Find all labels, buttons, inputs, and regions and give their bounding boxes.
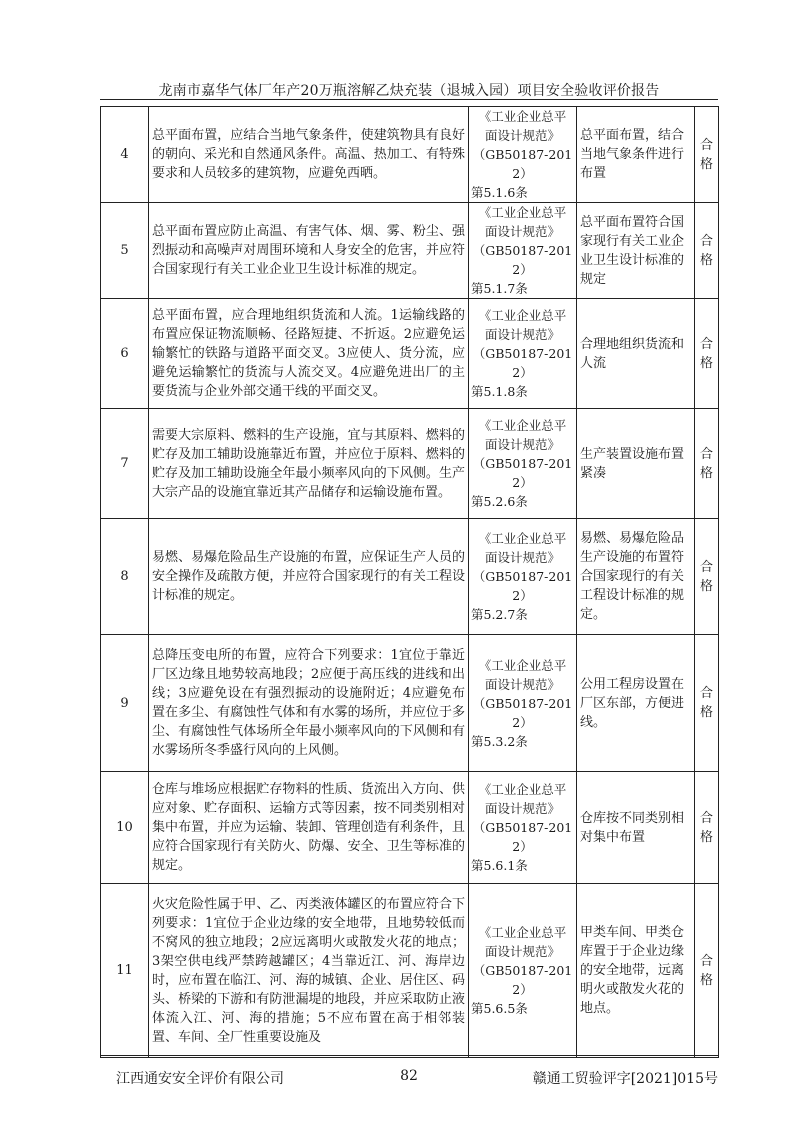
- basis-article: 第5.1.6条: [471, 185, 528, 200]
- basis-name1: 《工业企业总平: [478, 418, 567, 433]
- table-row: [101, 635, 719, 772]
- row-number: 4: [101, 107, 149, 203]
- requirement-text: 需要大宗原料、燃料的生产设施，宜与其原料、燃料的贮存及加工辅助设施靠近布置，并应位于原料、燃料的贮存及加工辅助设施全年最小频率风向的下风侧。生产大宗产品的设施宜靠近其产品储存和运输设施布置。: [149, 409, 469, 519]
- requirement-text: 总平面布置，应结合当地气象条件，使建筑物具有良好的朝向、采光和自然通风条件。高温、热加工、有特殊要求和人员较多的建筑物，应避免西晒。: [149, 107, 469, 203]
- basis-reference: [469, 635, 577, 772]
- report-number: 赣通工贸验评字[2021]015号: [532, 1071, 718, 1087]
- basis-code: （GB50187-2012）: [472, 456, 573, 490]
- result-cell: 合格: [695, 203, 719, 299]
- requirement-text: 火灾危险性属于甲、乙、丙类液体罐区的布置应符合下列要求：1宜位于企业边缘的安全地带，且地势较低而不窝风的独立地段；2应远离明火或散发火花的地点；3架空供电线严禁跨越罐区；4当靠近江、河、海岸边时，应布置在临江、河、海的城镇、企业、居住区、码头、桥梁的下游和有防泄漏堤的地段，并应采取防止液体流入江、河、海的措施；5不应布置在高于相邻装置、车间、全厂性重要设施及: [149, 884, 469, 1058]
- basis-code: （GB50187-2012）: [472, 147, 573, 181]
- actual-situation: 甲类车间、甲类仓库置于于企业边缘的安全地带，远离明火或散发火花的地点。: [577, 884, 695, 1058]
- basis-code: （GB50187-2012）: [472, 963, 573, 997]
- result-cell: 合格: [695, 299, 719, 409]
- result-cell: 合格: [695, 107, 719, 203]
- evaluation-table: [100, 106, 719, 1058]
- footer-divider: [100, 1055, 718, 1056]
- table-body: [101, 107, 719, 1058]
- basis-reference: [469, 203, 577, 299]
- basis-reference: [469, 107, 577, 203]
- result-cell: 合格: [695, 884, 719, 1058]
- header-divider: [100, 99, 718, 100]
- basis-reference: [469, 409, 577, 519]
- basis-name2: 面设计规范》: [484, 224, 560, 239]
- basis-name2: 面设计规范》: [484, 944, 560, 959]
- basis-name2: 面设计规范》: [484, 801, 560, 816]
- requirement-text: 易燃、易爆危险品生产设施的布置，应保证生产人员的安全操作及疏散方便，并应符合国家现行的有关工程设计标准的规定。: [149, 519, 469, 635]
- basis-name2: 面设计规范》: [484, 550, 560, 565]
- basis-code: （GB50187-2012）: [472, 569, 573, 603]
- table-row: [101, 299, 719, 409]
- requirement-text: 总平面布置，应合理地组织货流和人流。1运输线路的布置应保证物流顺畅、径路短捷、不折返。2应避免运输繁忙的铁路与道路平面交叉。3应使人、货分流，应避免运输繁忙的货流与人流交叉。4应避免进出厂的主要货流与企业外部交通干线的平面交叉。: [149, 299, 469, 409]
- row-number: 8: [101, 519, 149, 635]
- requirement-text: 总降压变电所的布置，应符合下列要求：1宜位于靠近厂区边缘且地势较高地段；2应便于高压线的进线和出线；3应避免设在有强烈振动的设施附近；4应避免布置在多尘、有腐蚀性气体和有水雾的场所，并应位于多尘、有腐蚀性气体场所全年最小频率风向的下风侧和有水雾场所冬季盛行风向的上风侧。: [149, 635, 469, 772]
- basis-name1: 《工业企业总平: [478, 205, 567, 220]
- basis-name2: 面设计规范》: [484, 128, 560, 143]
- basis-name1: 《工业企业总平: [478, 782, 567, 797]
- result-cell: 合格: [695, 519, 719, 635]
- basis-reference: [469, 884, 577, 1058]
- actual-situation: 合理地组织货流和人流: [577, 299, 695, 409]
- row-number: 11: [101, 884, 149, 1058]
- row-number: 7: [101, 409, 149, 519]
- table-row: [101, 884, 719, 1058]
- result-cell: 合格: [695, 409, 719, 519]
- basis-code: （GB50187-2012）: [472, 695, 573, 730]
- table-row: [101, 772, 719, 884]
- requirement-text: 总平面布置应防止高温、有害气体、烟、雾、粉尘、强烈振动和高噪声对周围环境和人身安全的危害，并应符合国家现行有关工业企业卫生设计标准的规定。: [149, 203, 469, 299]
- basis-article: 第5.1.7条: [471, 281, 528, 296]
- basis-name1: 《工业企业总平: [478, 308, 567, 323]
- basis-article: 第5.6.1条: [471, 858, 528, 873]
- requirement-text: 仓库与堆场应根据贮存物料的性质、货流出入方向、供应对象、贮存面积、运输方式等因素，按不同类别相对集中布置，并应为运输、装卸、管理创造有利条件，且应符合国家现行有关防火、防爆、安全、卫生等标准的规定。: [149, 772, 469, 884]
- actual-situation: 总平面布置，结合当地气象条件进行布置: [577, 107, 695, 203]
- basis-name2: 面设计规范》: [484, 437, 560, 452]
- table-row: [101, 107, 719, 203]
- row-number: 6: [101, 299, 149, 409]
- basis-article: 第5.2.7条: [471, 607, 528, 622]
- basis-article: 第5.3.2条: [471, 733, 528, 749]
- basis-code: （GB50187-2012）: [472, 820, 573, 854]
- row-number: 9: [101, 635, 149, 772]
- row-number: 5: [101, 203, 149, 299]
- actual-situation: 总平面布置符合国家现行有关工业企业卫生设计标准的规定: [577, 203, 695, 299]
- actual-situation: 生产装置设施布置紧凑: [577, 409, 695, 519]
- basis-name1: 《工业企业总平: [478, 109, 567, 124]
- result-cell: 合格: [695, 635, 719, 772]
- basis-code: （GB50187-2012）: [472, 346, 573, 380]
- basis-code: （GB50187-2012）: [472, 243, 573, 277]
- basis-article: 第5.1.8条: [471, 384, 528, 399]
- basis-name1: 《工业企业总平: [478, 657, 567, 673]
- actual-situation: 易燃、易爆危险品生产设施的布置符合国家现行的有关工程设计标准的规定。: [577, 519, 695, 635]
- basis-article: 第5.2.6条: [471, 494, 528, 509]
- basis-name2: 面设计规范》: [484, 327, 560, 342]
- footer-company: 江西通安安全评价有限公司: [116, 1071, 284, 1087]
- table-row: [101, 519, 719, 635]
- actual-situation: 公用工程房设置在厂区东部，方便进线。: [577, 635, 695, 772]
- table-row: [101, 409, 719, 519]
- basis-name1: 《工业企业总平: [478, 925, 567, 940]
- result-cell: 合格: [695, 772, 719, 884]
- basis-article: 第5.6.5条: [471, 1001, 528, 1016]
- table-row: [101, 203, 719, 299]
- page-number: 82: [400, 1068, 418, 1084]
- basis-reference: [469, 772, 577, 884]
- page-header: 龙南市嘉华气体厂年产20万瓶溶解乙炔充装（退城入园）项目安全验收评价报告: [158, 83, 660, 99]
- row-number: 10: [101, 772, 149, 884]
- basis-reference: [469, 519, 577, 635]
- basis-name2: 面设计规范》: [484, 676, 560, 692]
- basis-reference: [469, 299, 577, 409]
- basis-name1: 《工业企业总平: [478, 531, 567, 546]
- actual-situation: 仓库按不同类别相对集中布置: [577, 772, 695, 884]
